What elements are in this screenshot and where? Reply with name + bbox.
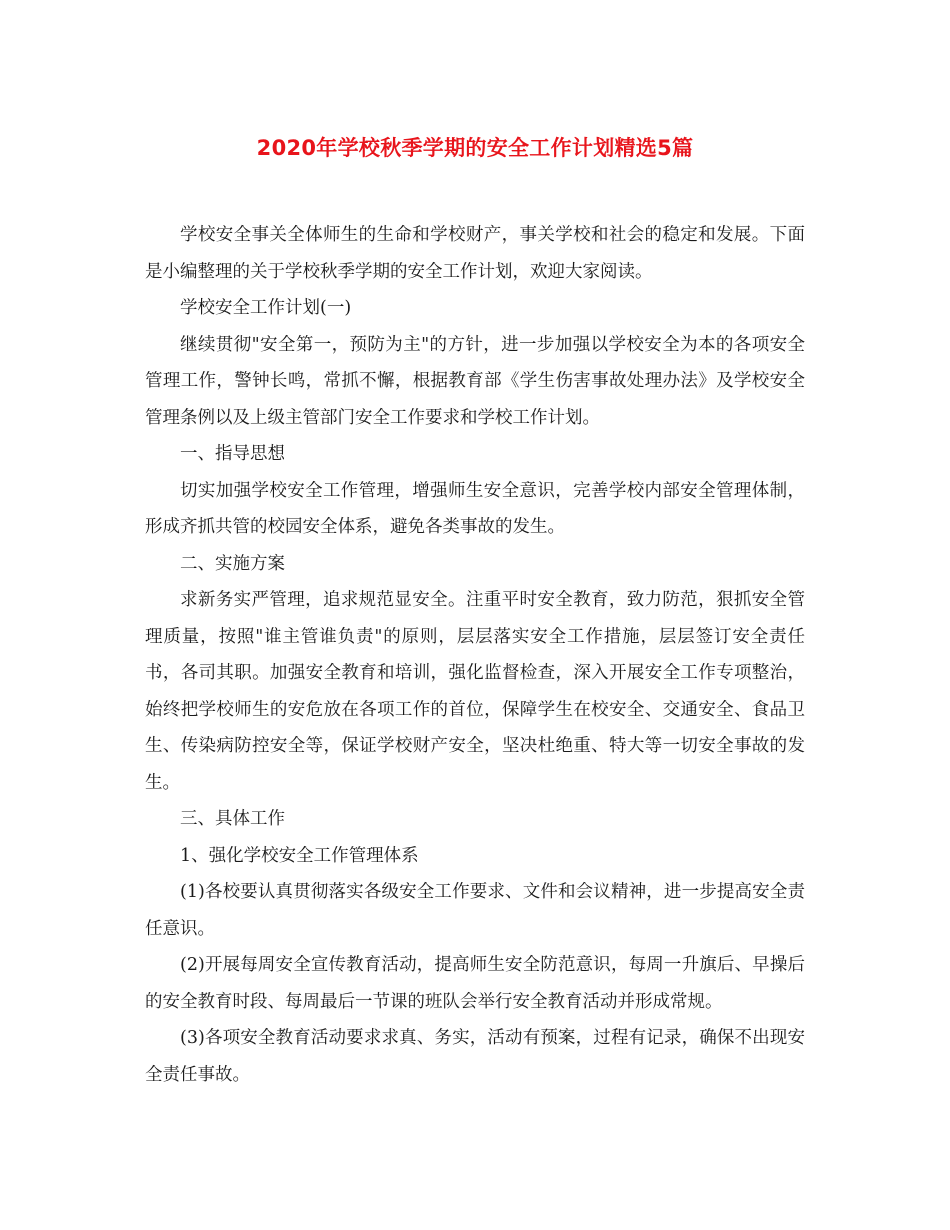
plan-heading: 学校安全工作计划(一) bbox=[180, 298, 352, 318]
intro-paragraph: 学校安全事关全体师生的生命和学校财产，事关学校和社会的稳定和发展。下面是小编整理的关于学校秋季学期的安全工作计划，欢迎大家阅读。 bbox=[145, 225, 805, 282]
document-title: 2020年学校秋季学期的安全工作计划精选5篇 bbox=[256, 136, 694, 160]
implementation-paragraph: 求新务实严管理，追求规范显安全。注重平时安全教育，致力防范，狠抓安全管理质量，按照"谁主管谁负责"的原则，层层落实安全工作措施，层层签订安全责任书，各司其职。加强安全教育和培训，强化监督检查，深入开展安全工作专项整治，始终把学校师生的安危放在各项工作的首位，保障学生在校安全、交通安全、食品卫生、传染病防控安全等，保证学校财产安全，坚决杜绝重、特大等一切安全事故的发生。 bbox=[145, 590, 805, 793]
list-item: (3)各项安全教育活动要求求真、务实，活动有预案，过程有记录，确保不出现安全责任事故。 bbox=[145, 1028, 805, 1085]
guiding-thought-paragraph: 切实加强学校安全工作管理，增强师生安全意识，完善学校内部安全管理体制，形成齐抓共管的校园安全体系，避免各类事故的发生。 bbox=[145, 480, 805, 537]
section-heading-specific-work: 三、具体工作 bbox=[180, 809, 285, 829]
section-heading-guiding-thought: 一、指导思想 bbox=[180, 444, 285, 464]
subsection-heading-management-system: 1、强化学校安全工作管理体系 bbox=[180, 845, 419, 866]
section-heading-implementation: 二、实施方案 bbox=[180, 553, 285, 574]
list-item: (2)开展每周安全宣传教育活动，提高师生安全防范意识，每周一升旗后、早操后的安全教育时段、每周最后一节课的班队会举行安全教育活动并形成常规。 bbox=[145, 955, 805, 1012]
list-item: (1)各校要认真贯彻落实各级安全工作要求、文件和会议精神，进一步提高安全责任意识。 bbox=[145, 882, 805, 939]
document-body bbox=[145, 217, 805, 1093]
plan-intro-paragraph: 继续贯彻"安全第一，预防为主"的方针，进一步加强以学校安全为本的各项安全管理工作，警钟长鸣，常抓不懈，根据教育部《学生伤害事故处理办法》及学校安全管理条例以及上级主管部门安全工作要求和学校工作计划。 bbox=[145, 334, 805, 428]
